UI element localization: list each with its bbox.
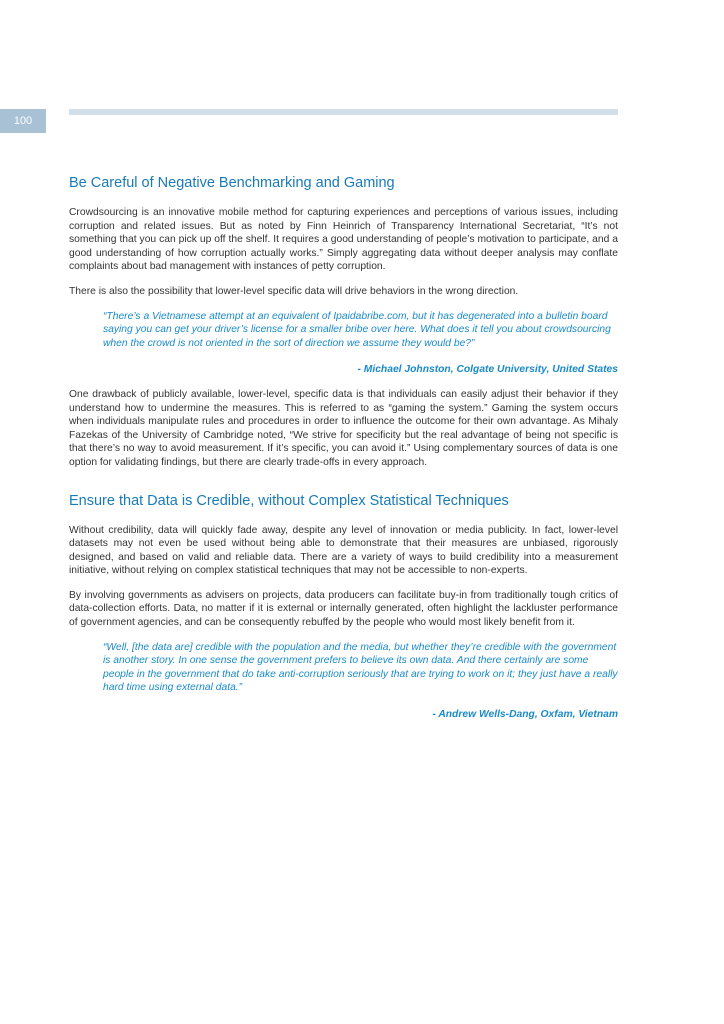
body-paragraph: By involving governments as advisers on projects, data producers can facilitate buy-in from traditionally tough critics of data-collection efforts. Data, no matter if it is external or internally generated, often highlight the lackluster performance of government agencies, and can be consequently rebuffed by the people who would most likely benefit from it. (69, 589, 618, 629)
body-paragraph: Crowdsourcing is an innovative mobile method for capturing experiences and perceptions of various issues, including corruption and related issues. But as noted by Finn Heinrich of Transparency International Secretariat, “It’s not something that you can pick up off the shelf. It requires a good understanding of people’s motivation to participate, and a good understanding of how corruption actually works.” Simply aggregating data without deeper analysis may conflate complaints about bad management with instances of petty corruption. (69, 207, 618, 273)
block-quote: “There’s a Vietnamese attempt at an equivalent of Ipaidabribe.com, but it has degenerated into a bulletin board saying you can get your driver’s license for a smaller bribe over here. What does it tell you about crowdsourcing when the crowd is not oriented in the sort of direction we assume they would be?” (103, 310, 611, 349)
section-heading: Be Careful of Negative Benchmarking and Gaming (69, 175, 395, 191)
body-paragraph: One drawback of publicly available, lower-level, specific data is that individuals can easily adjust their behavior if they understand how to undermine the measures. This is referred to as “gaming the system.” Gaming the system occurs when individuals manipulate rules and procedures in order to influence the outcome for their own advantage. As Mihaly Fazekas of the University of Cambridge noted, “We strive for specificity but the real advantage of being not specific is that there’s no way to avoid measurement. If it’s specific, you can avoid it.” Using complementary sources of data is one option for validating findings, but there are clearly trade-offs in every approach. (69, 388, 618, 468)
quote-attribution: - Michael Johnston, Colgate University, United States (357, 364, 618, 376)
section-negative-benchmarking (69, 174, 618, 470)
page-number: 100 (0, 109, 46, 133)
header-rule (69, 109, 618, 115)
body-paragraph: Without credibility, data will quickly fade away, despite any level of innovation or media publicity. In fact, lower-level datasets may not even be used without being able to demonstrate that their measures are unbiased, rigorously designed, and based on valid and reliable data. There are a variety of ways to build credibility into a measurement initiative, without relying on complex statistical techniques that may not be accessible to non-experts. (69, 524, 618, 577)
section-heading: Ensure that Data is Credible, without Complex Statistical Techniques (69, 492, 509, 509)
block-quote: “Well, [the data are] credible with the population and the media, but whether they’re credible with the government is another story. In one sense the government prefers to believe its own data. And there certainly are some people in the government that do take anti-corruption seriously that are trying to work on it; they just have a really hard time using external data.” (103, 641, 618, 694)
body-paragraph: There is also the possibility that lower-level specific data will drive behaviors in the wrong direction. (69, 285, 519, 297)
page-content (69, 174, 618, 733)
section-credible-data (69, 492, 618, 722)
quote-attribution: - Andrew Wells-Dang, Oxfam, Vietnam (432, 709, 618, 721)
